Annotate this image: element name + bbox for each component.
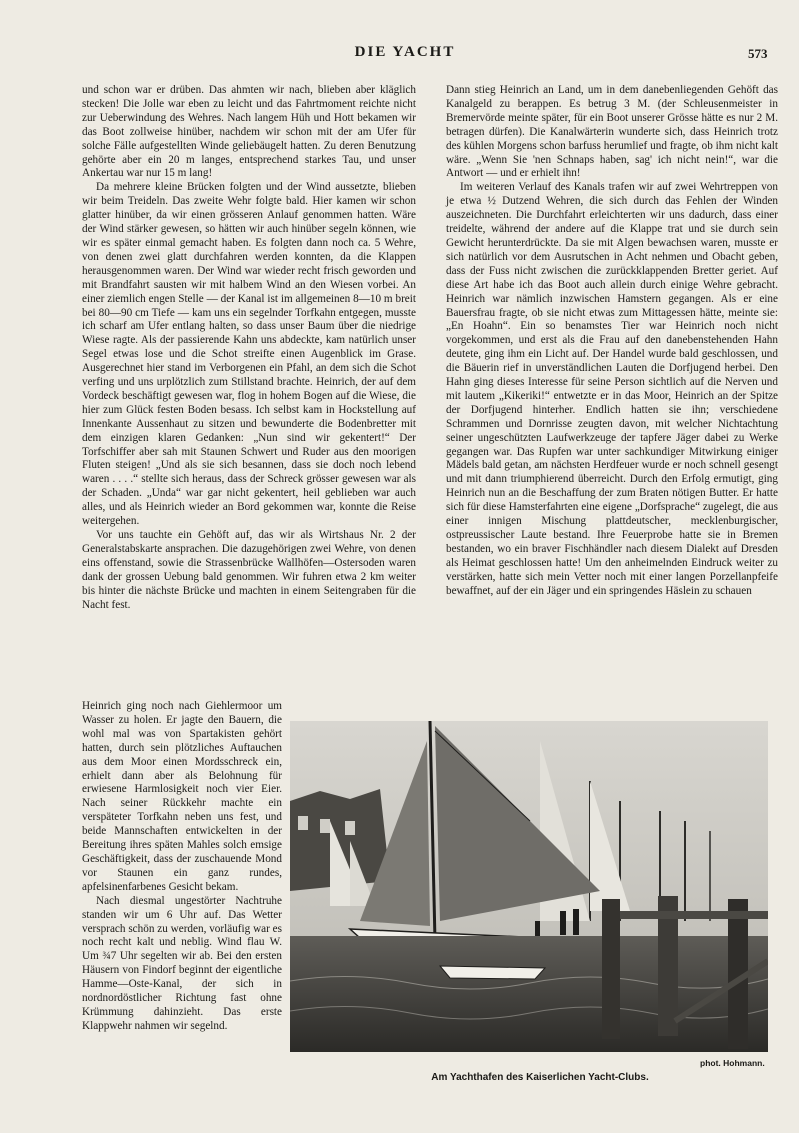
- paragraph: Vor uns tauchte ein Gehöft auf, das wir als Wirtshaus Nr. 2 der Generalstabskarte ansprachen. Die dazugehörigen zwei Wehre, von denen eins offenstand, sowie die Strassenbrücke Wallhöfen—Ostersoden waren dank der grossen Uebung bald genommen. Wir fuhren etwa 2 km weiter bis hinter die nächste Brücke und machten in einem Seitengraben für die Nacht fest.: [82, 529, 416, 611]
- paragraph: Im weiteren Verlauf des Kanals trafen wir auf zwei Wehrtreppen von je etwa ½ Dutzend Wehren, die sich durch das Fehlen der Winden auszeichneten. Die Durchfahrt erleichterten wir uns dadurch, dass einer treidelte, während der andere auf die Klappe trat und sie durch sein Gewicht herunterdrückte. Da sie mit Algen bewachsen waren, musste er sich natürlich vor dem Ausrutschen in Acht nehmen und Obacht geben, dass der Fuss nicht zwischen die zurückklappenden Bretter geriet. Auf diese Art habe ich das Boot auch allein durch einige Wehre gebracht. Heinrich war nämlich inzwischen Hamstern gegangen. Als er eine Bauersfrau fragte, ob sie nicht etwas zum Mittagessen hätte, meinte sie: „En Hoahn“. Ein so benamstes Tier war Heinrich noch nicht vorgekommen, und erst als die Frau auf den danebenstehenden Hahn deutete, ging ihm ein Licht auf. Der Handel wurde bald geschlossen, und die Bäuerin rief in unverständlichen Lauten die Dorfjugend herbei. Den Hahn ging dieses Interesse für seine Person sichtlich auf die Nerven und mit lautem „Kikeriki!“ entwetzte er in das Moor, Heinrich an der Spitze der Dorfjugend hinterher. Endlich hatten sie ihn; verschiedene Schrammen und Dornrisse zeugten davon, mit welcher Nichtachtung seiner ungeschützten Laufwerkzeuge der tapfere Jäger dabei zu Werke gegangen war. Das Rupfen war unter sachkundiger Mitwirkung einiger Mädels bald getan, am nächsten Herdfeuer wurde er noch schnell gesengt und mit dann triumphierend überreicht. Durch den Erfolg ermutigt, ging Heinrich nun an die Beschaffung der zum Braten nötigen Butter. Er hatte sich für diese Hamsterfahrten eine eigene „Dorfsprache“ zugelegt, die aus einer innigen Mischung plattdeutscher, mecklenburgischer, ostpreussischer Laute bestand. Ihre Feuerprobe hatte sie in Bremen bestanden, wo ein braver Fischhändler nach diesem Dialekt auf Dresden als Heimat geschlossen hatte! Um den anheimelnden Eindruck weiter zu verstärken, hatte sich mein Vetter noch mit einer langen Porzellanpfeife bewaffnet, auf der ein Jäger und ein springendes Häslein zu schauen: [446, 181, 778, 597]
- right-column: [446, 84, 778, 599]
- harbor-photo: [290, 721, 768, 1052]
- page-number: 573: [748, 46, 768, 61]
- sailboat-harbor-illustration: [290, 721, 768, 1052]
- wrapped-column: [82, 700, 282, 1034]
- photo-caption: Am Yachthafen des Kaiserlichen Yacht-Clubs.: [431, 1072, 649, 1083]
- running-header: DIE YACHT: [354, 44, 456, 60]
- photo-credit: phot. Hohmann.: [700, 1058, 765, 1068]
- paragraph: und schon war er drüben. Das ahmten wir nach, blieben aber kläglich stecken! Die Jolle war eben zu leicht und das Fahrtmoment reichte nicht zur Ueberwindung des Wehres. Nach langem Hüh und Hott bekamen wir das Boot zollweise hinüber, nachdem wir schon mit der am Ufer für solche Fälle aufgestellten Winde geliebäugelt hatten. Zu deren Benutzung gehörte aber ein 20 m langes, entsprechend starkes Tau, und unser Ankertau war nur 15 m lang!: [82, 84, 416, 180]
- paragraph: Nach diesmal ungestörter Nachtruhe standen wir um 6 Uhr auf. Das Wetter versprach schön zu werden, vorläufig war es noch recht kalt und neblig. Wind flau W. Um ¾7 Uhr segelten wir ab. Bei den ersten Häusern von Findorf beginnt der eigentliche Hamme—Oste-Kanal, der sich in nordnordöstlicher Richtung fast ohne Krümmung dahinzieht. Das erste Klappwehr nahmen wir segelnd.: [82, 894, 282, 1032]
- paragraph: Dann stieg Heinrich an Land, um in dem danebenliegenden Gehöft das Kanalgeld zu berappen. Es betrug 3 M. (der Schleusenmeister in Bremervörde meinte später, für ein Boot unserer Grösse hätte es nur 2 M. betragen dürfen). Die Kanalwärterin wunderte sich, dass Heinrich trotz des kühlen Morgens schon barfuss herumlief und fragte, ob ihm nicht kalt wäre. „Wenn Sie 'nen Schnaps haben, sag' ich nicht nein!“, war die Antwort — und er erhielt ihn!: [446, 84, 778, 180]
- left-column: [82, 84, 416, 612]
- paragraph: Da mehrere kleine Brücken folgten und der Wind aussetzte, blieben wir beim Treideln. Das zweite Wehr folgte bald. Hier kamen wir schon glatter hinüber, da wir einen grösseren Anlauf genommen hatten. Wäre der Wind stärker gewesen, so hätten wir auch hinüber segeln können, wie wir es später einmal gemacht haben. Es folgten dann noch ca. 5 Wehre, von denen zwei glatt durchfahren werden konnten, da die Klappen herausgenommen waren. Der Wind war wieder recht frisch geworden und mit Brandfahrt sausten wir mit halbem Wind an den Wiesen vorbei. An einer ziemlich engen Stelle — der Kanal ist im allgemeinen 8—10 m breit bei 80—90 cm Tiefe — kam uns ein segelnder Torfkahn entgegen, musste ich scharf am Ufer entlang halten, so dass unser Baum über die niedrige Wiese ragte. Als der passierende Kahn uns abdeckte, kam natürlich unser Segel etwas lose und die Schot streifte einen Augenblick im Grase. Ausgerechnet hier stand im Verborgenen ein Pfahl, an dem sich die Schot verfing und uns urplötzlich zum Stillstand brachte. Heinrich, der auf dem Vordeck beschäftigt gewesen war, flog in hohem Bogen auf die Wiese, die hier zum Glück festen Boden besass. Ich selbst kam in Hockstellung auf Innenkante Aussenhaut zu sitzen und bewunderte die Bodenbretter mit dem einzigen klaren Gedanken: „Nun sind wir gekentert!“ Der Torfschiffer aber sah mit Staunen Schwert und Ruder aus den moorigen Fluten steigen! „Und als sie sich besannen, dass sie doch noch lebend waren . . . .“ stellte sich heraus, dass der Schreck grösser gewesen war als der Schaden. „Unda“ war gar nicht gekentert, heil geblieben war auch alles, und als Heinrich wieder an Bord gekommen war, konnte die Reise weitergehen.: [82, 181, 416, 528]
- paragraph: Heinrich ging noch nach Giehlermoor um Wasser zu holen. Er jagte den Bauern, die wohl mal was von Spartakisten gehört hatten, durch sein plötzliches Auftauchen aus dem Moor einen Mordsschreck ein, erhielt dann aber als Belohnung für erwiesene Harmlosigkeit noch vier Eier. Nach seiner Rückkehr machte ein verspäteter Torfkahn neben uns fest, und beide Mannschaften entwickelten in der Bereitung ihres späten Mahles solch emsige Geschäftigkeit, dass der zuschauende Mond vor Staunen ein ganz rundes, apfelsinenfarbenes Gesicht bekam.: [82, 700, 282, 893]
